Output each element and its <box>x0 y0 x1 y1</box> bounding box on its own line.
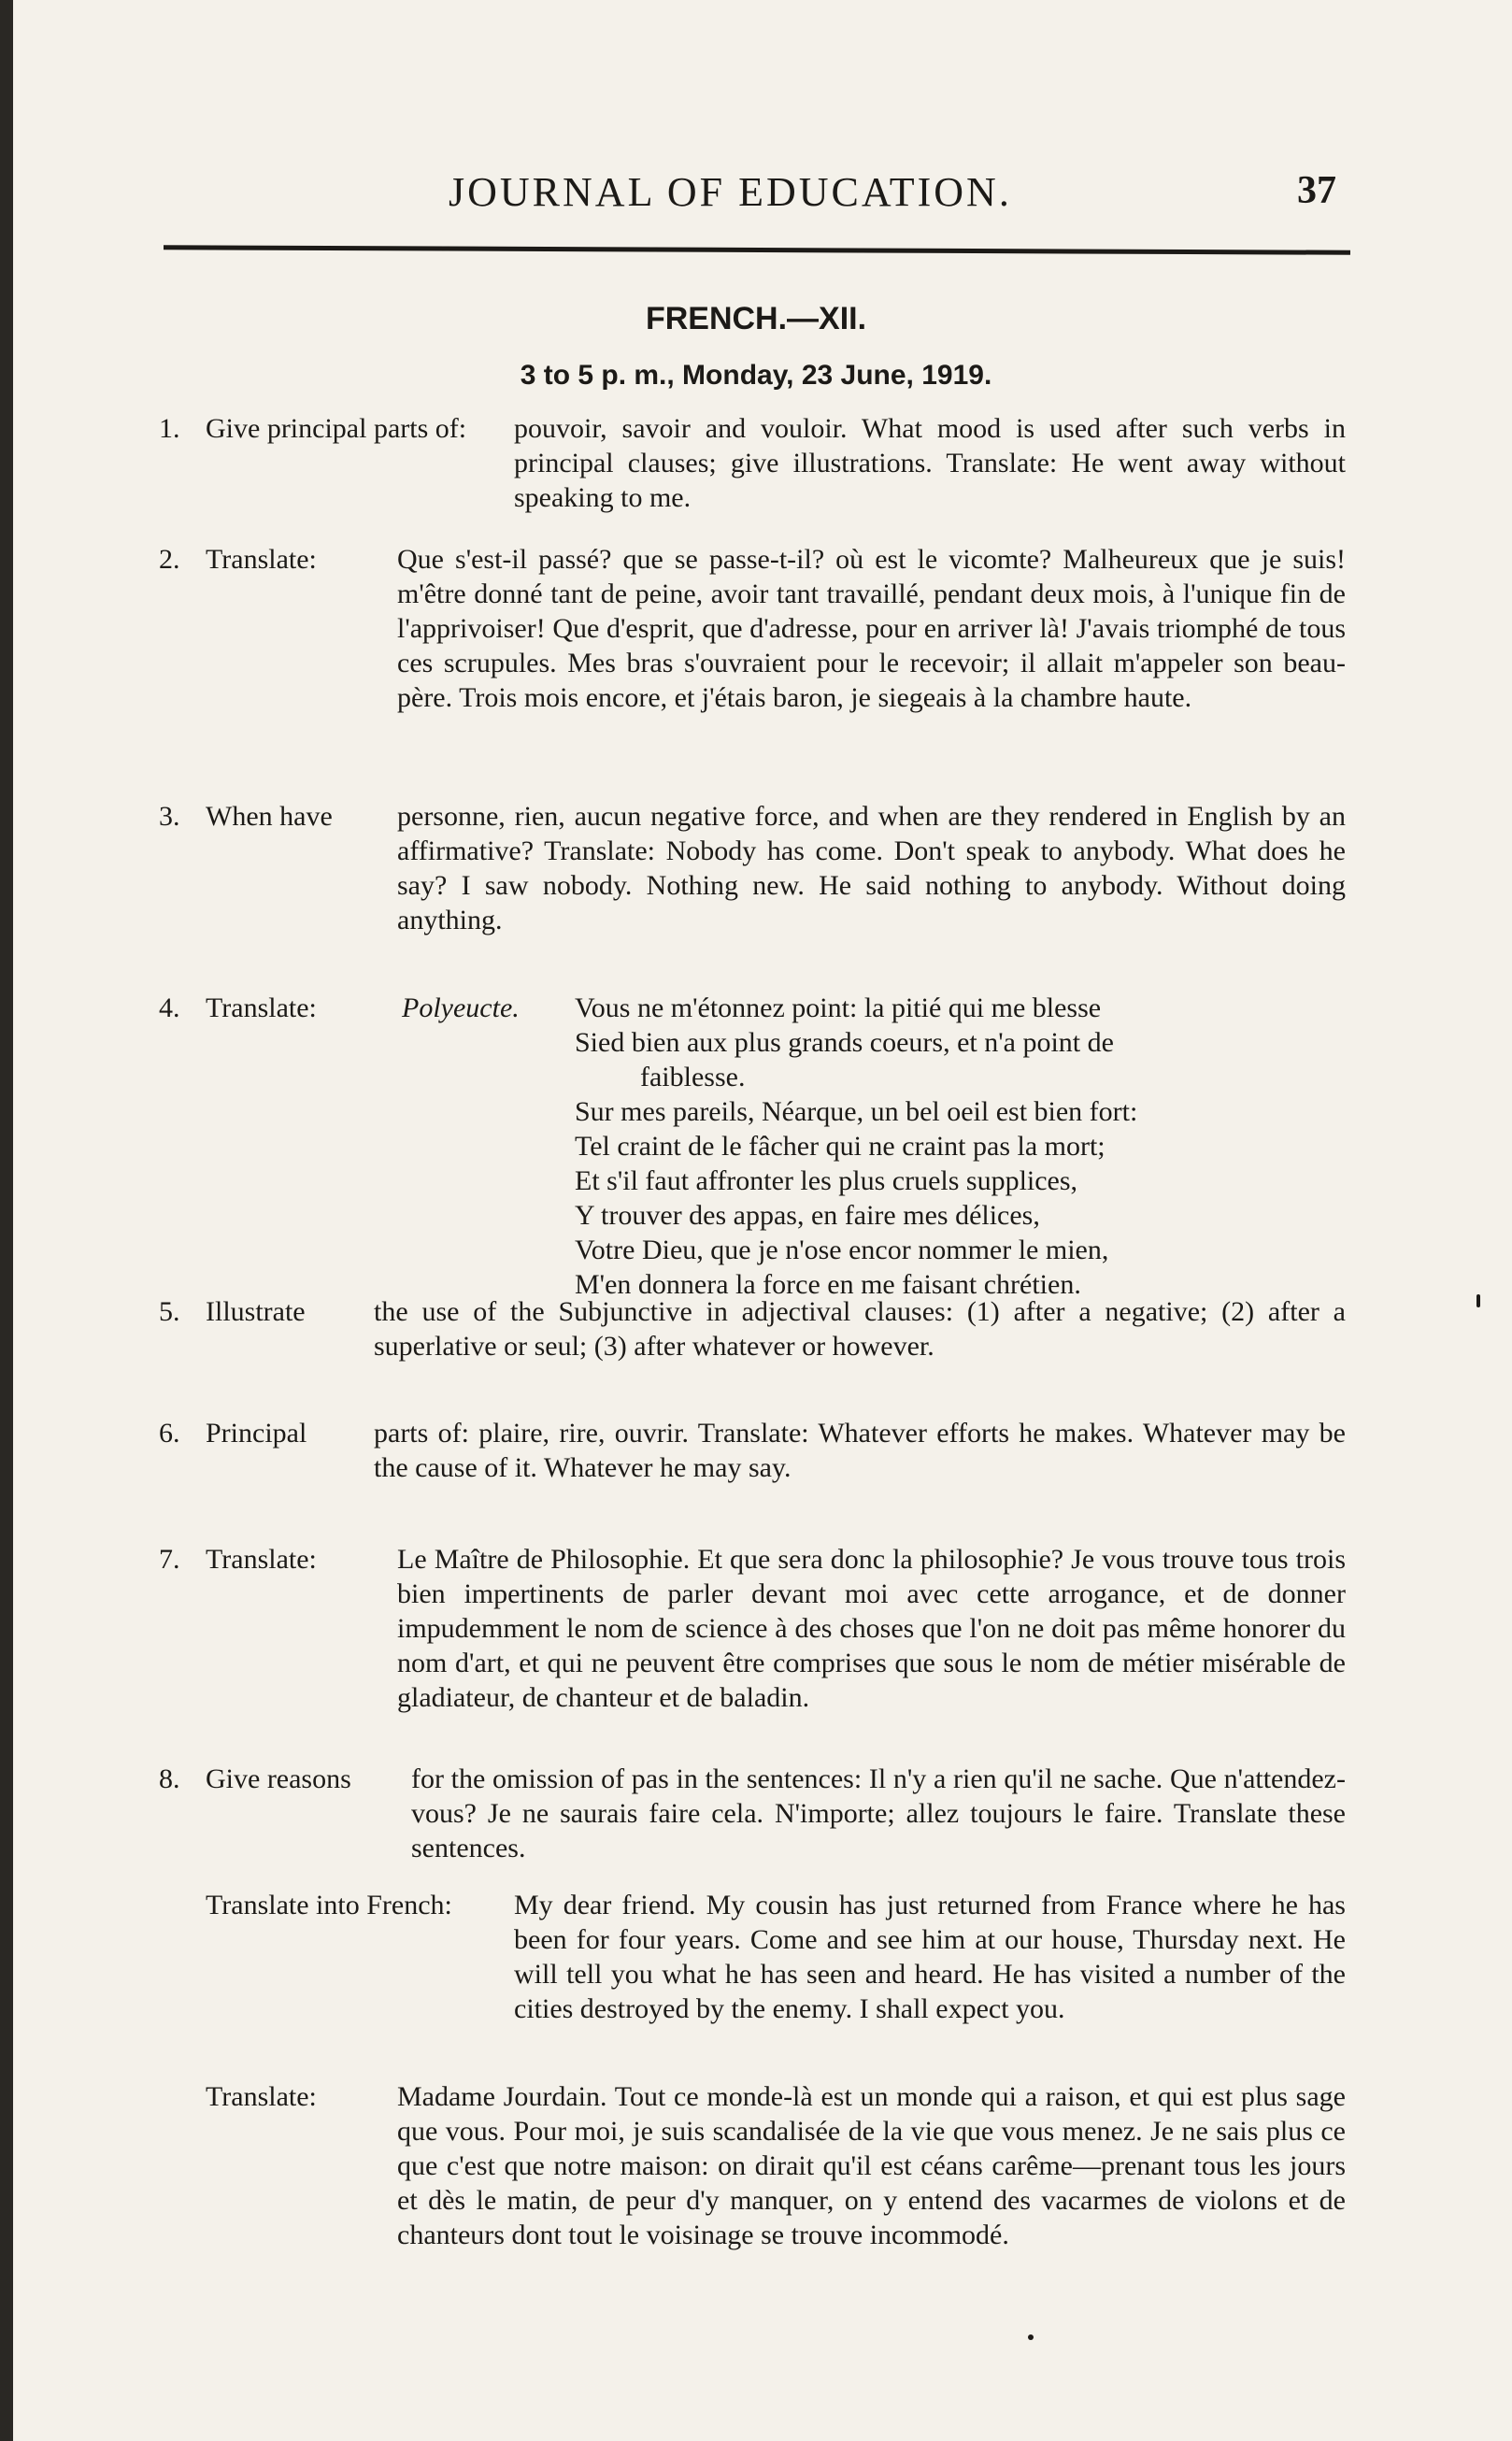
question-1 <box>159 411 1346 515</box>
question-lead: Translate: <box>206 992 317 1023</box>
question-number: 5. <box>159 1296 180 1327</box>
question-translate-into-french <box>159 1888 1346 2026</box>
exam-subject: FRENCH.—XII. <box>645 301 867 336</box>
question-text: Madame Jourdain. Tout ce monde-là est un monde qui a raison, et qui est plus sage que vous. Pour moi, je suis scandalisée de la vie que vous menez. Je ne sais plus ce que c'est que notre maison: on dirait qu'il est céans carême—prenant tous les jours et dès le matin, de peur d'y manquer, on y entend des vacarmes de violons et de chanteurs dont tout le voisinage se trouve incommodé. <box>397 2081 1346 2250</box>
question-lead: Illustrate <box>206 1296 306 1327</box>
question-lead: When have <box>206 801 333 832</box>
page-number: 37 <box>1297 169 1336 212</box>
question-lead: Translate: <box>206 1544 317 1575</box>
question-text: Que s'est-il passé? que se passe-t-il? où est le vicomte? Malheureux que je suis! m'être donné tant de peine, avoir tant travaillé, pendant deux mois, à l'unique fin de l'apprivoiser! Que d'esprit, que d'adresse, pour en arriver là! J'avais triomphé de tous ces scrupules. Mes bras s'ouvraient pour le recevoir; il allait m'appeler son beau-père. Trois mois encore, et j'étais baron, je siegeais à la chambre haute. <box>397 544 1346 713</box>
question-2 <box>159 542 1346 715</box>
exam-session: 3 to 5 p. m., Monday, 23 June, 1919. <box>520 360 992 391</box>
question-lead: Principal <box>206 1418 307 1449</box>
question-lead: Translate into French: <box>206 1890 452 1920</box>
verse-line: Et s'il faut affronter les plus cruels supplices, <box>575 1165 1078 1196</box>
question-number: 7. <box>159 1544 180 1575</box>
question-3 <box>159 799 1346 937</box>
verse-line: Tel craint de le fâcher qui ne craint pas la mort; <box>575 1131 1105 1162</box>
work-title: Polyeucte. <box>402 992 520 1023</box>
question-number: 2. <box>159 544 180 575</box>
question-text: pouvoir, savoir and vouloir. What mood is used after such verbs in principal clauses; give illustrations. Translate: He went away without speaking to me. <box>514 413 1346 513</box>
question-lead: Translate: <box>206 544 317 575</box>
journal-title: JOURNAL OF EDUCATION. <box>449 169 1012 215</box>
verse-line: Sied bien aux plus grands coeurs, et n'a point de <box>575 1027 1114 1058</box>
question-7 <box>159 1542 1346 1715</box>
question-text: parts of: plaire, rire, ouvrir. Translate: Whatever efforts he makes. Whatever may be the cause of it. Whatever he may say. <box>374 1418 1346 1483</box>
verse-line: Vous ne m'étonnez point: la pitié qui me blesse <box>575 992 1102 1023</box>
question-6 <box>159 1416 1346 1485</box>
question-number: 1. <box>159 413 180 444</box>
verse-line: faiblesse. <box>640 1062 746 1092</box>
verse-line: Y trouver des appas, en faire mes délices, <box>575 1200 1040 1231</box>
question-text: personne, rien, aucun negative force, and when are they rendered in English by an affirmative? Translate: Nobody has come. Don't speak to anybody. What does he say? I saw nobody. Nothing new. He said nothing to anybody. Without doing anything. <box>397 801 1346 935</box>
question-number: 6. <box>159 1418 180 1449</box>
question-lead: Give principal parts of: <box>206 413 467 444</box>
ink-speck <box>1028 2334 1034 2340</box>
verse-line: Sur mes pareils, Néarque, un bel oeil est bien fort: <box>575 1096 1138 1127</box>
question-text: Le Maître de Philosophie. Et que sera donc la philosophie? Je vous trouve tous trois bien impertinents de parler devant moi avec cette arrogance, et de donner impudemment le nom de science à des choses que l'on ne doit pas même honorer du nom d'art, et qui ne peuvent être comprises que sous le nom de métier misérable de gladiateur, de chanteur et de baladin. <box>397 1544 1346 1713</box>
question-number: 8. <box>159 1763 180 1794</box>
verse-line: Votre Dieu, que je n'ose encor nommer le mien, <box>575 1235 1109 1265</box>
question-translate-jourdain <box>159 2079 1346 2252</box>
question-text: the use of the Subjunctive in adjectival clauses: (1) after a negative; (2) after a superlative or seul; (3) after whatever or however. <box>374 1296 1346 1362</box>
question-8 <box>159 1762 1346 1865</box>
question-number: 3. <box>159 801 180 832</box>
header-rule <box>164 245 1350 255</box>
question-text: My dear friend. My cousin has just returned from France where he has been for four years. Come and see him at our house, Thursday next. He will tell you what he has seen and heard. He has visited a number of the cities destroyed by the enemy. I shall expect you. <box>514 1890 1346 2024</box>
ink-speck <box>1476 1294 1480 1307</box>
verse-line: M'en donnera la force en me faisant chrétien. <box>575 1269 1081 1300</box>
question-4 <box>159 991 1346 1302</box>
question-number: 4. <box>159 992 180 1023</box>
question-5 <box>159 1294 1346 1363</box>
question-text: for the omission of pas in the sentences: Il n'y a rien qu'il ne sache. Que n'attendez-vous? Je ne saurais faire cela. N'importe; allez toujours le faire. Translate these sentences. <box>411 1763 1346 1863</box>
question-lead: Give reasons <box>206 1763 351 1794</box>
page-header <box>168 168 1355 243</box>
verse-block <box>575 991 1346 1302</box>
question-lead: Translate: <box>206 2081 317 2112</box>
